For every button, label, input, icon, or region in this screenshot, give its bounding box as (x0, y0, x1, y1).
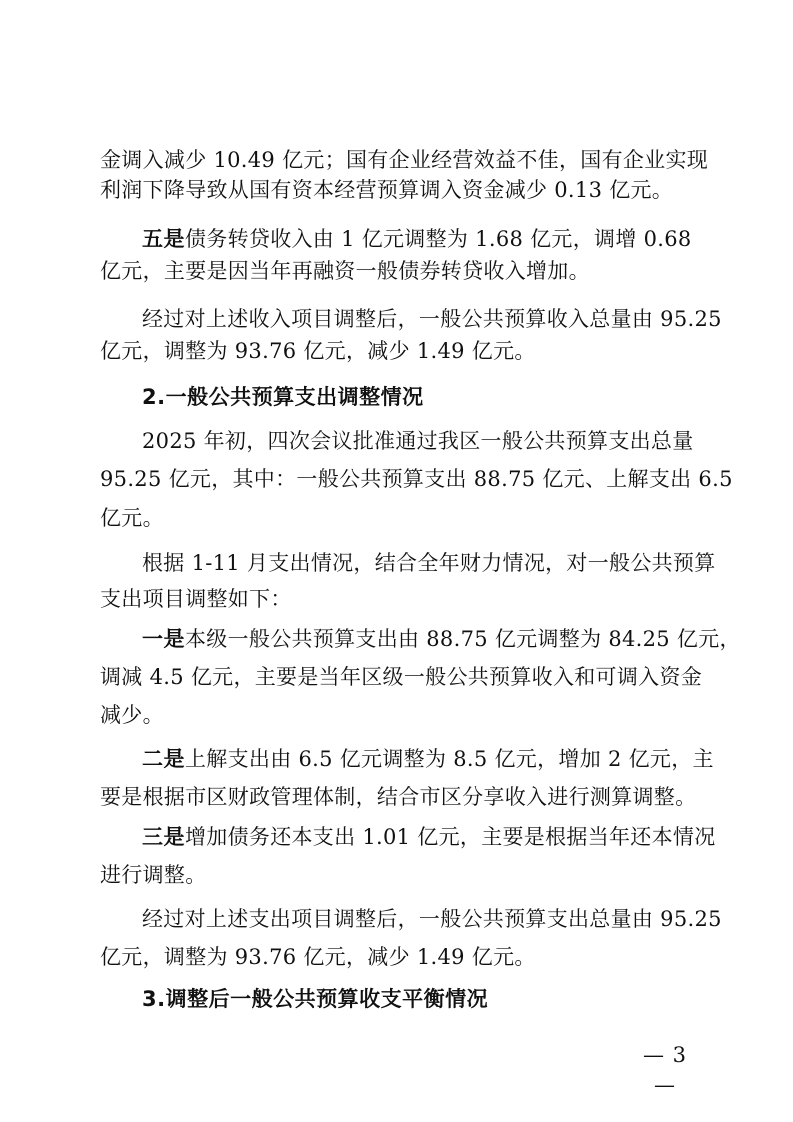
paragraph-line (142, 624, 741, 654)
paragraph-line (100, 782, 700, 812)
heading-text: 2.一般公共预算支出调整情况 (142, 385, 424, 409)
paragraph-text: 亿元，主要是因当年再融资一般债券转贷收入增加。 (100, 259, 590, 283)
paragraph-text: 本级一般公共预算支出由 88.75 亿元调整为 84.25 亿元， (185, 627, 741, 651)
paragraph-text: 进行调整。 (100, 863, 207, 887)
paragraph-text: 2025 年初，四次会议批准通过我区一般公共预算支出总量 (142, 429, 694, 453)
heading-text: 3.调整后一般公共预算收支平衡情况 (142, 987, 489, 1011)
section-heading (142, 984, 700, 1014)
paragraph-text: 95.25 亿元，其中：一般公共预算支出 88.75 亿元、上解支出 6.5 (100, 467, 733, 491)
paragraph-text: 经过对上述收入项目调整后，一般公共预算收入总量由 95.25 (142, 307, 722, 331)
paragraph-text: 调减 4.5 亿元，主要是当年区级一般公共预算收入和可调入资金 (100, 665, 703, 689)
paragraph-text: 减少。 (100, 703, 164, 727)
paragraph-line (100, 175, 700, 205)
paragraph-line (142, 744, 714, 774)
paragraph-text: 利润下降导致从国有资本经营预算调入资金减少 0.13 亿元。 (100, 178, 674, 202)
paragraph-line (100, 464, 733, 494)
paragraph-line (142, 904, 722, 934)
paragraph-line (142, 304, 722, 334)
paragraph-text: 要是根据市区财政管理体制，结合市区分享收入进行测算调整。 (100, 785, 697, 809)
paragraph-text: 根据 1-11 月支出情况，结合全年财力情况，对一般公共预算 (142, 551, 716, 575)
paragraph-lead: 五是 (142, 227, 185, 251)
paragraph-line (100, 584, 700, 614)
paragraph-text: 亿元，调整为 93.76 亿元，减少 1.49 亿元。 (100, 945, 536, 969)
paragraph-lead: 三是 (142, 825, 185, 849)
paragraph-line (100, 145, 709, 175)
paragraph-text: 金调入减少 10.49 亿元；国有企业经营效益不佳，国有企业实现 (100, 148, 709, 172)
paragraph-line (142, 822, 716, 852)
paragraph-text: 债务转贷收入由 1 亿元调整为 1.68 亿元，调增 0.68 (185, 227, 692, 251)
paragraph-line (100, 942, 700, 972)
paragraph-line (100, 503, 700, 533)
paragraph-lead: 二是 (142, 747, 185, 771)
paragraph-line (100, 860, 700, 890)
paragraph-line (142, 426, 700, 456)
paragraph-text: 经过对上述支出项目调整后，一般公共预算支出总量由 95.25 (142, 907, 722, 931)
page-number: — 3 — (642, 1043, 688, 1097)
paragraph-text: 增加债务还本支出 1.01 亿元，主要是根据当年还本情况 (185, 825, 716, 849)
paragraph-line (100, 662, 703, 692)
paragraph-text: 支出项目调整如下： (100, 587, 292, 611)
paragraph-text: 上解支出由 6.5 亿元调整为 8.5 亿元，增加 2 亿元，主 (185, 747, 714, 771)
paragraph-line (100, 336, 700, 366)
paragraph-line (142, 548, 716, 578)
paragraph-text: 亿元，调整为 93.76 亿元，减少 1.49 亿元。 (100, 339, 536, 363)
section-heading (142, 382, 700, 412)
paragraph-line (100, 700, 700, 730)
paragraph-text: 亿元。 (100, 506, 164, 530)
paragraph-line (100, 256, 700, 286)
paragraph-lead: 一是 (142, 627, 185, 651)
paragraph-line (142, 224, 700, 254)
